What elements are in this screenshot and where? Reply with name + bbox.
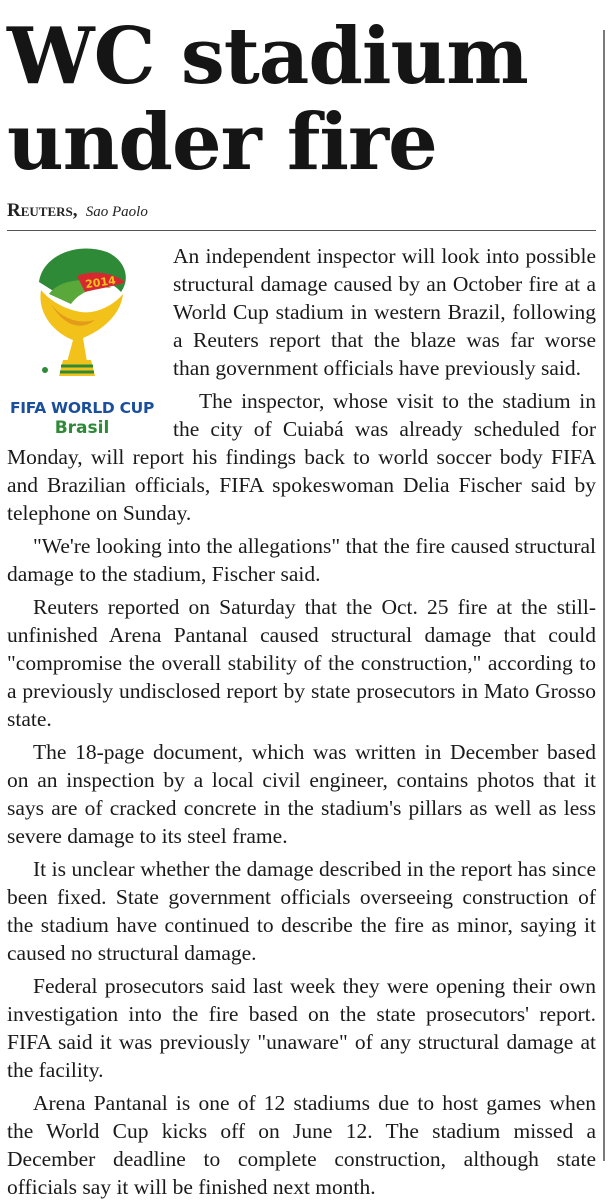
paragraph: "We're looking into the allegations" that the fire caused structural damage to the stadium, Fischer said. xyxy=(7,534,596,586)
byline-agency: Reuters, xyxy=(7,200,78,221)
paragraph: It is unclear whether the damage described in the report has since been fixed. State government officials overseeing construction of the stadium have continued to describe the fire as minor, saying it caused no structural damage. xyxy=(7,857,596,965)
world-cup-trophy-icon xyxy=(21,242,143,392)
logo-country: Brasil xyxy=(54,418,110,438)
paragraph: An independent inspector will look into possible structural damage caused by an October fire at a World Cup stadium in western Brazil, following a Reuters report that the blaze was far worse than government officials have previously said. xyxy=(173,244,596,380)
world-cup-logo xyxy=(3,242,161,442)
headline: WC stadium under fire xyxy=(7,11,528,188)
logo-title: FIFA WORLD CUP xyxy=(9,399,155,417)
byline xyxy=(7,200,598,222)
byline-divider xyxy=(7,230,596,231)
paragraph: Arena Pantanal is one of 12 stadiums due to host games when the World Cup kicks off on June 12. The stadium missed a December deadline to complete construction, although state officials say it will be finished next month. xyxy=(7,1091,596,1199)
paragraph: The 18-page document, which was written in December based on an inspection by a local civil engineer, contains photos that it says are of cracked concrete in the stadium's pillars as well as less severe damage to its steel frame. xyxy=(7,740,596,848)
paragraph: Federal prosecutors said last week they were opening their own investigation into the fire based on the state prosecutors' report. FIFA said it was previously "unaware" of any structural damage at the facility. xyxy=(7,974,596,1082)
byline-location: Sao Paolo xyxy=(85,204,148,220)
column-rule xyxy=(603,30,605,1161)
article-body xyxy=(7,242,596,1201)
logo-year: 2014 xyxy=(84,273,117,292)
paragraph: Reuters reported on Saturday that the Oct. 25 fire at the still-unfinished Arena Pantanal caused structural damage that could "compromise the overall stability of the construction," according to a previously undisclosed report by state prosecutors in Mato Grosso state. xyxy=(7,595,596,731)
paragraph: The inspector, whose visit to the stadium in the city of Cuiabá was already scheduled for Monday, will report his findings back to world soccer body FIFA and Brazilian officials, FIFA spokeswoman Delia Fischer said by telephone on Sunday. xyxy=(7,389,596,525)
